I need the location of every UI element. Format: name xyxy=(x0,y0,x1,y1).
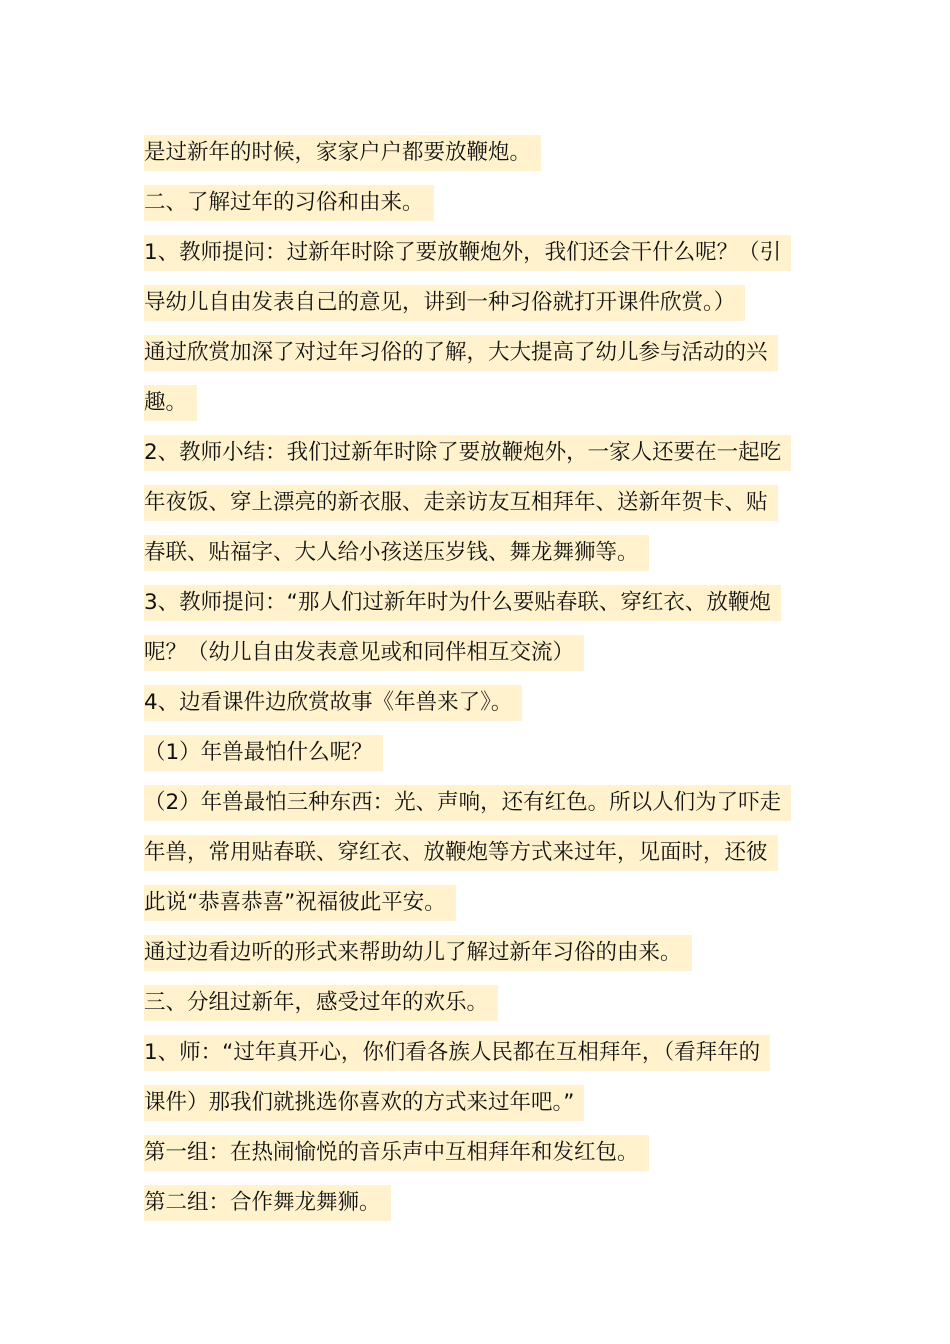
text-line xyxy=(144,478,806,528)
text-line xyxy=(144,878,806,928)
text-line xyxy=(144,328,806,378)
highlighted-text: 2、教师小结：我们过新年时除了要放鞭炮外，一家人还要在一起吃 xyxy=(144,435,791,471)
section-heading xyxy=(144,178,806,228)
highlighted-text: 4、边看课件边欣赏故事《年兽来了》。 xyxy=(144,685,522,721)
text-line xyxy=(144,1178,806,1228)
text-line xyxy=(144,628,806,678)
highlighted-text: 1、教师提问：过新年时除了要放鞭炮外，我们还会干什么呢？（引 xyxy=(144,235,791,271)
highlighted-text: 通过欣赏加深了对过年习俗的了解，大大提高了幼儿参与活动的兴 xyxy=(144,335,778,371)
highlighted-text: 第一组：在热闹愉悦的音乐声中互相拜年和发红包。 xyxy=(144,1135,649,1171)
highlighted-text: 3、教师提问：“那人们过新年时为什么要贴春联、穿红衣、放鞭炮 xyxy=(144,585,781,621)
text-line xyxy=(144,728,806,778)
text-line xyxy=(144,578,806,628)
highlighted-text: 是过新年的时候，家家户户都要放鞭炮。 xyxy=(144,135,541,171)
text-line xyxy=(144,428,806,478)
text-line xyxy=(144,278,806,328)
text-line xyxy=(144,1028,806,1078)
highlighted-text: 二、了解过年的习俗和由来。 xyxy=(144,185,434,221)
highlighted-text: 通过边看边听的形式来帮助幼儿了解过新年习俗的由来。 xyxy=(144,935,692,971)
highlighted-text: 此说“恭喜恭喜”祝福彼此平安。 xyxy=(144,885,456,921)
highlighted-text: 趣。 xyxy=(144,385,197,421)
text-line xyxy=(144,778,806,828)
highlighted-text: 年夜饭、穿上漂亮的新衣服、走亲访友互相拜年、送新年贺卡、贴 xyxy=(144,485,778,521)
highlighted-text: 呢？（幼儿自由发表意见或和同伴相互交流） xyxy=(144,635,584,671)
text-line xyxy=(144,828,806,878)
text-line xyxy=(144,228,806,278)
highlighted-text: 1、师：“过年真开心，你们看各族人民都在互相拜年，（看拜年的 xyxy=(144,1035,770,1071)
text-line xyxy=(144,128,806,178)
document-body xyxy=(144,128,806,1228)
text-line xyxy=(144,1128,806,1178)
highlighted-text: 课件）那我们就挑选你喜欢的方式来过年吧。” xyxy=(144,1085,584,1121)
highlighted-text: 年兽，常用贴春联、穿红衣、放鞭炮等方式来过年，见面时，还彼 xyxy=(144,835,778,871)
text-line xyxy=(144,378,806,428)
highlighted-text: 导幼儿自由发表自己的意见，讲到一种习俗就打开课件欣赏。） xyxy=(144,285,745,321)
highlighted-text: （1）年兽最怕什么呢？ xyxy=(144,735,383,771)
text-line xyxy=(144,528,806,578)
highlighted-text: （2）年兽最怕三种东西：光、声响，还有红色。所以人们为了吓走 xyxy=(144,785,791,821)
highlighted-text: 第二组：合作舞龙舞狮。 xyxy=(144,1185,391,1221)
section-heading xyxy=(144,978,806,1028)
highlighted-text: 三、分组过新年，感受过年的欢乐。 xyxy=(144,985,498,1021)
text-line xyxy=(144,928,806,978)
highlighted-text: 春联、贴福字、大人给小孩送压岁钱、舞龙舞狮等。 xyxy=(144,535,649,571)
text-line xyxy=(144,678,806,728)
text-line xyxy=(144,1078,806,1128)
